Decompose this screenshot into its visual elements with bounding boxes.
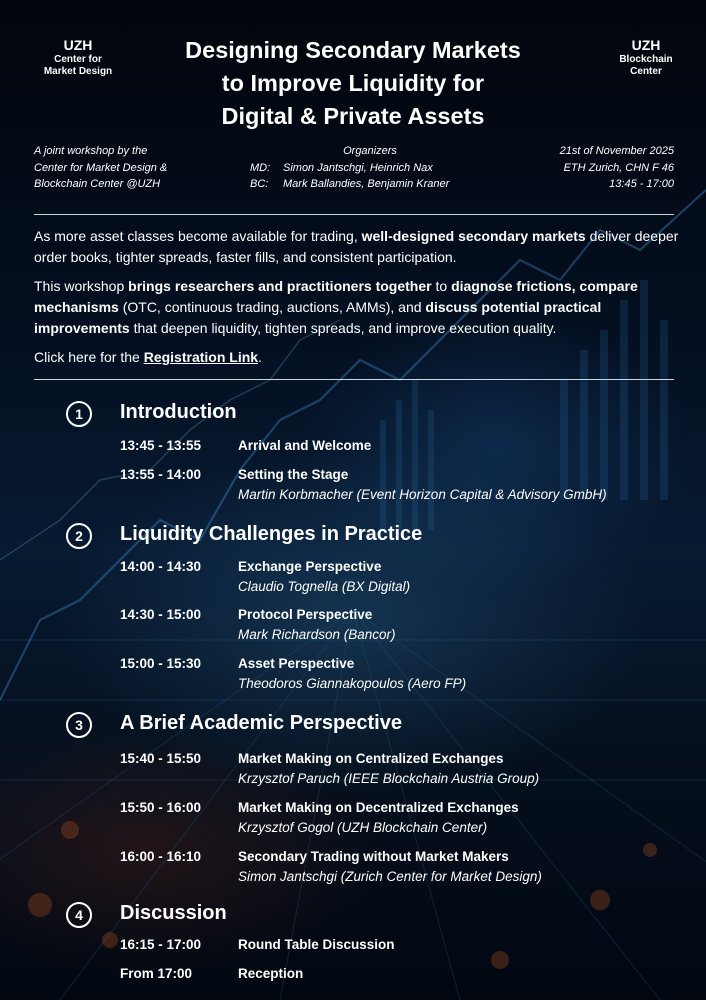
agenda-time: 13:45 - 13:55 xyxy=(120,438,202,453)
section-4-number-badge: 4 xyxy=(66,902,92,928)
agenda-speaker: Theodoros Giannakopoulos (Aero FP) xyxy=(238,676,467,691)
page-title: Designing Secondary Markets to Improve Liquidity for Digital & Private Assets xyxy=(185,37,521,129)
section-1-title: Introduction xyxy=(120,401,237,423)
agenda-time: 15:40 - 15:50 xyxy=(120,751,202,766)
section-2-title: Liquidity Challenges in Practice xyxy=(120,523,423,545)
agenda-title: Setting the Stage xyxy=(238,467,349,482)
uzh-market-design-logo: UZH Center for Market Design xyxy=(43,37,113,77)
agenda-time: 16:00 - 16:10 xyxy=(120,849,202,864)
event-time: 13:45 - 17:00 xyxy=(609,178,674,190)
registration-link[interactable]: Registration Link xyxy=(143,349,259,365)
agenda-title: Market Making on Decentralized Exchanges xyxy=(238,800,519,815)
organizer-row-md: MD: Simon Jantschgi, Heinrich Nax xyxy=(250,161,433,174)
agenda-speaker: Claudio Tognella (BX Digital) xyxy=(238,579,411,594)
divider xyxy=(34,214,674,215)
agenda-speaker: Krzysztof Paruch (IEEE Blockchain Austria Group) xyxy=(238,771,540,786)
intro-paragraph-1: As more asset classes become available for trading, well-designed secondary markets deliver deeper order books, tighter spreads, faster fills, and consistent participation. xyxy=(34,228,679,265)
agenda-time: 15:50 - 16:00 xyxy=(120,800,202,815)
intro-paragraph-2: This workshop brings researchers and practitioners together to diagnose frictions, compare mechanisms (OTC, continuous trading, auctions, AMMs), and discuss potential practical improvements that deepen liquidity, tighten spreads, and improve execution quality. xyxy=(34,278,638,336)
agenda-title: Reception xyxy=(238,966,304,981)
section-3-number-badge: 3 xyxy=(66,712,92,738)
section-2-number-badge: 2 xyxy=(66,523,92,549)
organizers-heading: Organizers xyxy=(343,145,397,157)
workshop-info: A joint workshop by the Center for Market Design & Blockchain Center @UZH xyxy=(34,145,168,190)
agenda-title: Arrival and Welcome xyxy=(238,438,372,453)
organizer-row-bc: BC: Mark Ballandies, Benjamin Kraner xyxy=(250,178,450,190)
agenda-title: Market Making on Centralized Exchanges xyxy=(238,751,504,766)
agenda-time: 14:00 - 14:30 xyxy=(120,559,202,574)
agenda-title: Protocol Perspective xyxy=(238,607,373,622)
agenda-time: 13:55 - 14:00 xyxy=(120,467,202,482)
event-date: 21st of November 2025 xyxy=(559,145,674,157)
section-4-title: Discussion xyxy=(120,902,227,924)
agenda-time: 15:00 - 15:30 xyxy=(120,656,202,671)
registration-paragraph: Click here for the Registration Link. xyxy=(34,349,262,365)
agenda-time: 14:30 - 15:00 xyxy=(120,607,202,622)
organizers-block xyxy=(250,143,480,193)
agenda-title: Secondary Trading without Market Makers xyxy=(238,849,509,864)
agenda-title: Exchange Perspective xyxy=(238,559,382,574)
divider xyxy=(34,379,674,380)
event-location: ETH Zurich, CHN F 46 xyxy=(563,161,674,174)
event-details xyxy=(494,143,674,193)
agenda-title: Asset Perspective xyxy=(238,656,355,671)
agenda-speaker: Mark Richardson (Bancor) xyxy=(238,627,396,642)
uzh-blockchain-center-logo: UZH Blockchain Center xyxy=(619,37,673,77)
agenda-time: From 17:00 xyxy=(120,966,193,981)
agenda-speaker: Simon Jantschgi (Zurich Center for Market Design) xyxy=(238,869,542,884)
section-1-number-badge: 1 xyxy=(66,401,92,427)
agenda-title: Round Table Discussion xyxy=(238,937,395,952)
agenda-time: 16:15 - 17:00 xyxy=(120,937,202,952)
agenda-speaker: Martin Korbmacher (Event Horizon Capital & Advisory GmbH) xyxy=(238,487,607,502)
section-3-title: A Brief Academic Perspective xyxy=(120,712,402,734)
agenda-speaker: Krzysztof Gogol (UZH Blockchain Center) xyxy=(238,820,488,835)
